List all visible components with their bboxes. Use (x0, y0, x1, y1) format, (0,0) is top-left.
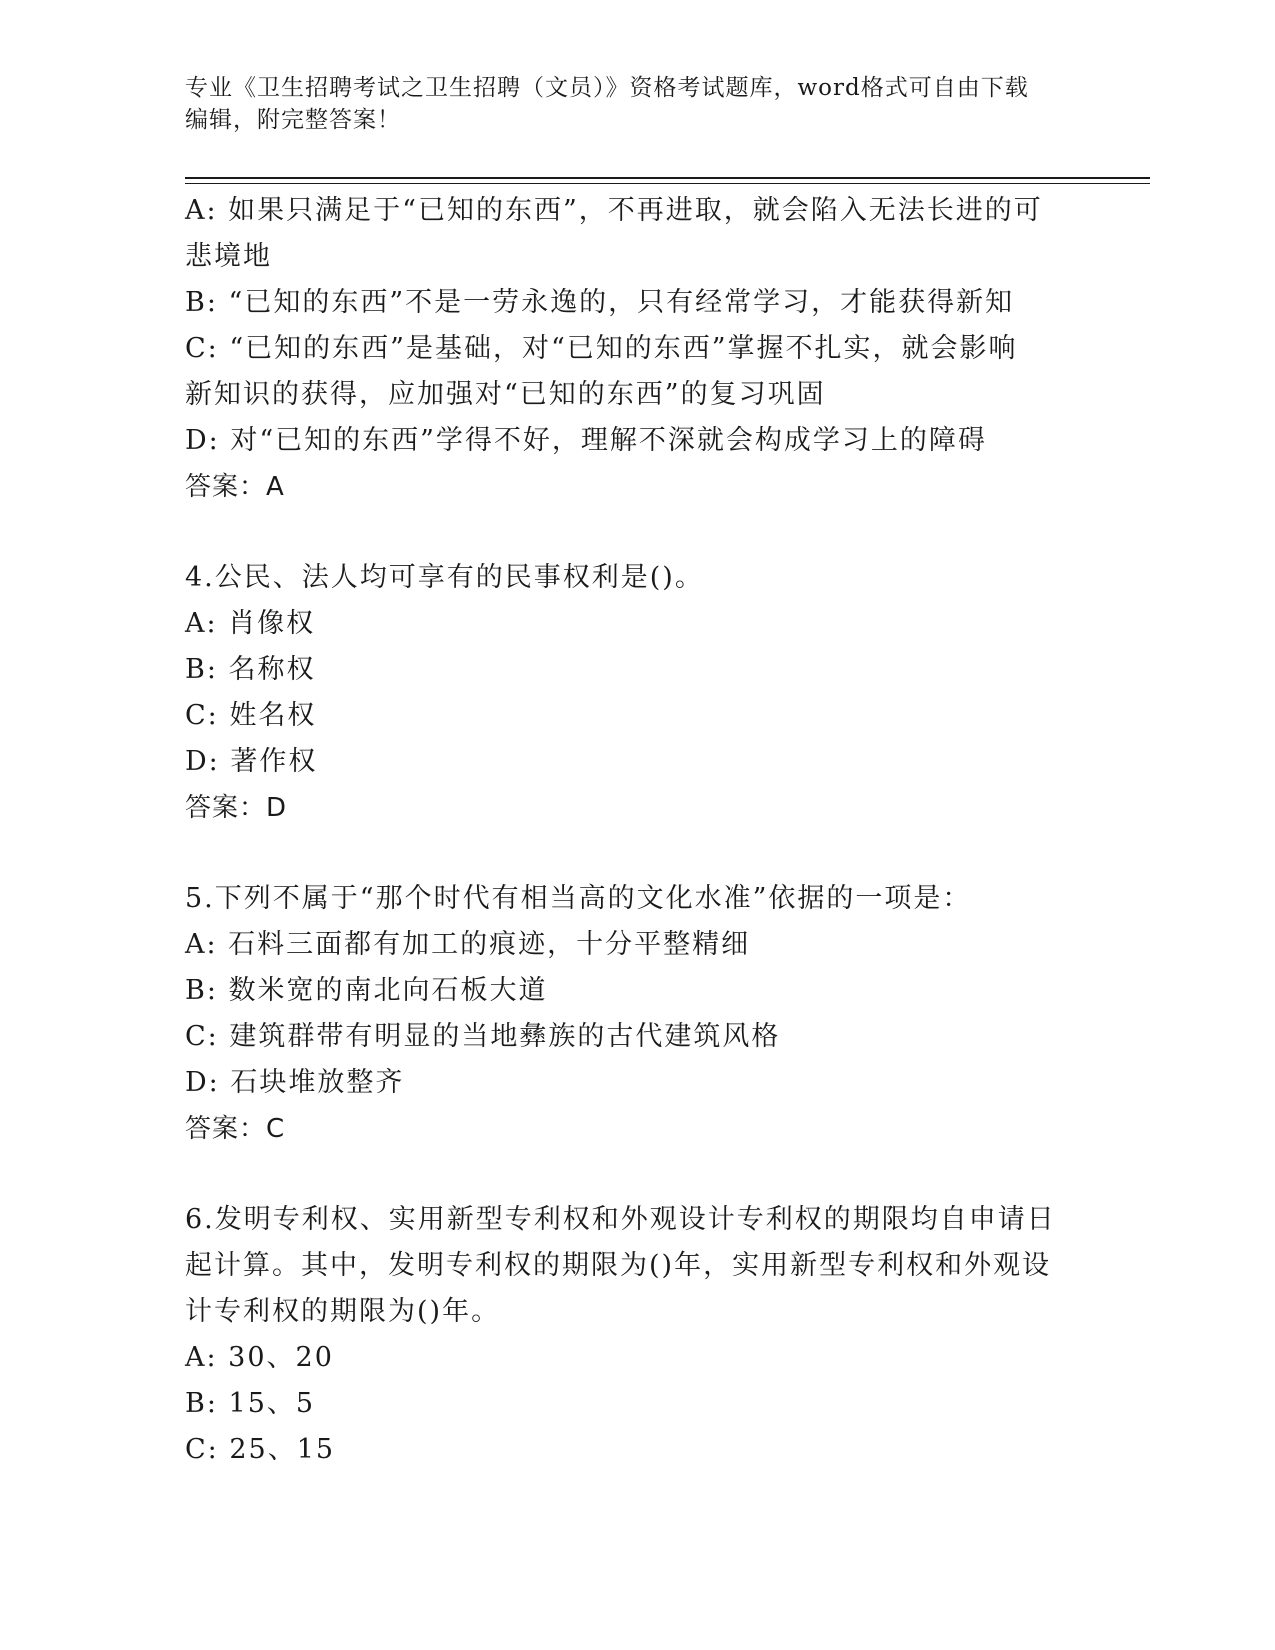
spacer (185, 1152, 1065, 1197)
question-3 (185, 188, 1065, 510)
question-4 (185, 555, 1065, 831)
option-a (185, 188, 1065, 280)
question-stem: 计专利权的期限为()年。 (185, 1296, 501, 1327)
option-a: A: 肖像权 (185, 608, 316, 639)
question-stem: 4.公民、法人均可享有的民事权利是()。 (185, 562, 704, 593)
spacer (185, 831, 1065, 876)
option-b (185, 280, 1065, 326)
option-d (185, 418, 1065, 464)
option-a: A: 石料三面都有加工的痕迹，十分平整精细 (185, 929, 751, 960)
option-c: C: 建筑群带有明显的当地彝族的古代建筑风格 (185, 1021, 781, 1052)
document-body (185, 188, 1065, 1473)
question-6 (185, 1197, 1065, 1473)
option-line: 悲境地 (185, 241, 272, 272)
question-stem: 6.发明专利权、实用新型专利权和外观设计专利权的期限均自申请日 (185, 1204, 1056, 1235)
option-line: A: 如果只满足于“已知的东西”，不再进取，就会陷入无法长进的可 (185, 195, 1043, 226)
option-c: C: 25、15 (185, 1434, 336, 1465)
option-line: 新知识的获得，应加强对“已知的东西”的复习巩固 (185, 379, 826, 410)
answer: 答案：D (185, 793, 288, 823)
option-c: C: 姓名权 (185, 700, 317, 731)
spacer (185, 510, 1065, 555)
header-line-2: 编辑，附完整答案！ (185, 107, 401, 133)
question-stem: 5.下列不属于“那个时代有相当高的文化水准”依据的一项是： (185, 883, 972, 914)
header-rule-bottom (185, 183, 1150, 184)
header-rule-top (185, 177, 1150, 179)
question-stem: 起计算。其中，发明专利权的期限为()年，实用新型专利权和外观设 (185, 1250, 1052, 1281)
answer: 答案：A (185, 472, 285, 502)
option-c (185, 326, 1065, 418)
option-b: B: 名称权 (185, 654, 316, 685)
option-line: B: “已知的东西”不是一劳永逸的，只有经常学习，才能获得新知 (185, 287, 1015, 318)
answer: 答案：C (185, 1114, 286, 1144)
option-d: D: 著作权 (185, 746, 318, 777)
option-line: C: “已知的东西”是基础，对“已知的东西”掌握不扎实，就会影响 (185, 333, 1018, 364)
header-line-1: 专业《卫生招聘考试之卫生招聘（文员）》资格考试题库，word格式可自由下载 (185, 75, 1029, 101)
option-b: B: 数米宽的南北向石板大道 (185, 975, 548, 1006)
option-line: D: 对“已知的东西”学得不好，理解不深就会构成学习上的障碍 (185, 425, 987, 456)
option-b: B: 15、5 (185, 1388, 316, 1419)
document-header (185, 72, 1065, 136)
option-a: A: 30、20 (185, 1342, 334, 1373)
question-5 (185, 876, 1065, 1152)
option-d: D: 石块堆放整齐 (185, 1067, 405, 1098)
